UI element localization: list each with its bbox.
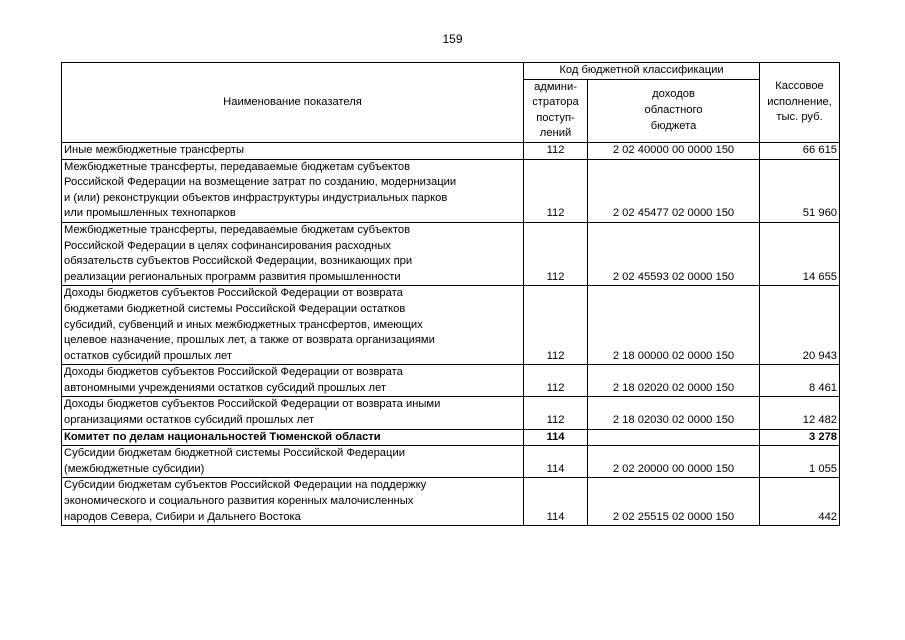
row-name: Субсидии бюджетам бюджетной системы Российской Федерации (межбюджетные субсидии) — [62, 446, 524, 478]
row-name: Доходы бюджетов субъектов Российской Федерации от возврата бюджетами бюджетной системы Российской Федерации остатков субсидий, субвенций и иных межбюджетных трансфертов, имеющих целевое назначение, прошлых лет, а также от возврата организациями остатков субсидий прошлых лет — [62, 286, 524, 365]
row-amount: 442 — [760, 478, 840, 526]
row-income-code: 2 02 40000 00 0000 150 — [588, 142, 760, 159]
header-cash-execution: Кассовое исполнение, тыс. руб. — [760, 63, 840, 143]
row-income-code: 2 02 25515 02 0000 150 — [588, 478, 760, 526]
row-income-code: 2 02 20000 00 0000 150 — [588, 446, 760, 478]
header-income-code: доходов областного бюджета — [588, 79, 760, 142]
row-amount: 8 461 — [760, 365, 840, 397]
table-row-section-total — [62, 429, 840, 446]
header-budget-code-group: Код бюджетной классификации — [524, 63, 760, 80]
table-row — [62, 365, 840, 397]
row-admin-code: 112 — [524, 159, 588, 222]
row-admin-code: 112 — [524, 286, 588, 365]
row-income-code — [588, 429, 760, 446]
table-row — [62, 446, 840, 478]
row-income-code: 2 18 00000 02 0000 150 — [588, 286, 760, 365]
header-administrator-code: админи- стратора поступ- лений — [524, 79, 588, 142]
row-amount: 12 482 — [760, 397, 840, 429]
header-indicator-name: Наименование показателя — [62, 63, 524, 143]
row-admin-code: 112 — [524, 222, 588, 285]
row-name: Комитет по делам национальностей Тюменской области — [62, 429, 524, 446]
table-row — [62, 159, 840, 222]
row-admin-code: 114 — [524, 478, 588, 526]
row-income-code: 2 02 45593 02 0000 150 — [588, 222, 760, 285]
row-name: Межбюджетные трансферты, передаваемые бюджетам субъектов Российской Федерации в целях софинансирования расходных обязательств субъектов Российской Федерации, возникающих при реализации региональных программ развития промышленности — [62, 222, 524, 285]
row-name: Межбюджетные трансферты, передаваемые бюджетам субъектов Российской Федерации на возмещение затрат по созданию, модернизации и (или) реконструкции объектов инфраструктуры индустриальных парков или промышленных технопарков — [62, 159, 524, 222]
row-name: Субсидии бюджетам субъектов Российской Федерации на поддержку экономического и социального развития коренных малочисленных народов Севера, Сибири и Дальнего Востока — [62, 478, 524, 526]
row-amount: 3 278 — [760, 429, 840, 446]
row-admin-code: 114 — [524, 446, 588, 478]
row-amount: 51 960 — [760, 159, 840, 222]
row-admin-code: 112 — [524, 365, 588, 397]
row-income-code: 2 18 02030 02 0000 150 — [588, 397, 760, 429]
row-amount: 20 943 — [760, 286, 840, 365]
row-name: Доходы бюджетов субъектов Российской Федерации от возврата автономными учреждениями остатков субсидий прошлых лет — [62, 365, 524, 397]
row-admin-code: 112 — [524, 142, 588, 159]
table-row — [62, 397, 840, 429]
row-name: Доходы бюджетов субъектов Российской Федерации от возврата иными организациями остатков субсидий прошлых лет — [62, 397, 524, 429]
row-amount: 66 615 — [760, 142, 840, 159]
row-amount: 14 655 — [760, 222, 840, 285]
table-row — [62, 478, 840, 526]
row-admin-code: 112 — [524, 397, 588, 429]
page-number: 159 — [442, 32, 463, 46]
table-row — [62, 286, 840, 365]
row-amount: 1 055 — [760, 446, 840, 478]
table-row — [62, 222, 840, 285]
row-admin-code: 114 — [524, 429, 588, 446]
budget-table — [61, 62, 840, 526]
table-row — [62, 142, 840, 159]
table-body — [62, 142, 840, 525]
row-income-code: 2 18 02020 02 0000 150 — [588, 365, 760, 397]
row-income-code: 2 02 45477 02 0000 150 — [588, 159, 760, 222]
row-name: Иные межбюджетные трансферты — [62, 142, 524, 159]
